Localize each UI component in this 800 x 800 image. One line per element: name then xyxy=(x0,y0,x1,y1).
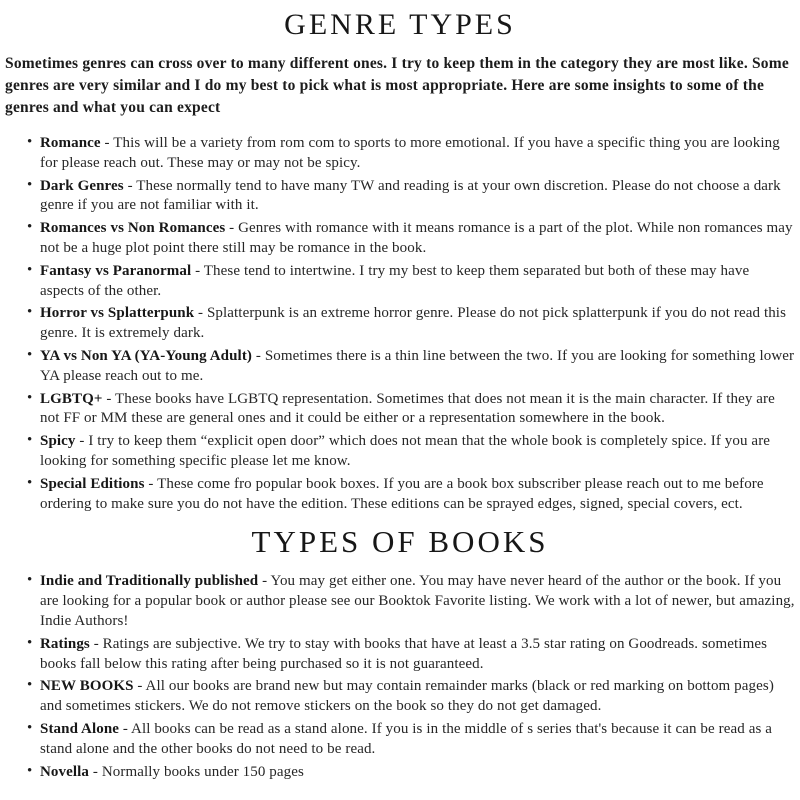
item-separator: - xyxy=(123,177,137,194)
list-item xyxy=(27,432,795,472)
bullet-icon: • xyxy=(27,762,33,779)
bullet-icon: • xyxy=(27,432,33,449)
genre-types-intro: Sometimes genres can cross over to many different ones. I try to keep them in the category they are most like. Some genres are very similar and I do my best to pick what is most appropriate. Here are some insights to some of the genres and what you can expect xyxy=(5,55,789,116)
list-item xyxy=(27,219,795,259)
item-description: All books can be read as a stand alone. If you is in the middle of s series that's because it can be read as a stand alone and the other books do not need to be read. xyxy=(40,720,773,757)
item-term: Spicy xyxy=(40,433,76,450)
item-description: These come fro popular book boxes. If you are a book box subscriber please reach out to me before ordering to make sure you do not have the edition. These editions can be sprayed edges, signed, special covers, ect. xyxy=(40,475,764,512)
list-item xyxy=(27,262,795,302)
item-separator: - xyxy=(191,262,204,279)
item-description: Genres with romance with it means romance is a part of the plot. While non romances may not be a huge plot point there still may be romance in the book. xyxy=(40,220,793,256)
item-separator: - xyxy=(225,220,239,237)
item-separator: - xyxy=(119,720,132,737)
item-description: Normally books under 150 pages xyxy=(101,763,304,780)
list-item xyxy=(27,572,795,631)
item-separator: - xyxy=(194,305,207,322)
section-genre-types xyxy=(5,6,795,514)
item-description: You may get either one. You may have never heard of the author or the book. If you are looking for a popular book or author please see our Booktok Favorite listing. We work with a lot of newer, but amazing, Indie Authors! xyxy=(40,573,795,629)
item-separator: - xyxy=(89,763,102,780)
list-item xyxy=(27,177,795,217)
bullet-icon: • xyxy=(27,474,33,491)
bullet-icon: • xyxy=(27,389,33,406)
item-term: Indie and Traditionally published xyxy=(40,573,259,590)
item-description: Splatterpunk is an extreme horror genre. Please do not pick splatterpunk if you do not read this genre. It is extremely dark. xyxy=(40,305,787,342)
item-term: LGBTQ+ xyxy=(40,390,103,407)
bullet-icon: • xyxy=(27,219,33,236)
bullet-icon: • xyxy=(27,572,33,589)
list-item xyxy=(27,720,795,760)
item-separator: - xyxy=(89,635,103,652)
bullet-icon: • xyxy=(27,261,33,278)
bullet-icon: • xyxy=(27,346,33,363)
list-item xyxy=(27,635,795,675)
item-description: Sometimes there is a thin line between the two. If you are looking for something lower YA please reach out to me. xyxy=(40,347,795,384)
section-types-of-books xyxy=(5,522,795,782)
genre-types-title: GENRE TYPES xyxy=(284,8,516,41)
list-item xyxy=(27,677,795,717)
item-description: These books have LGBTQ representation. Sometimes that does not mean it is the main character. If they are not FF or MM these are general ones and it could be either or a representation somewhere in the book. xyxy=(40,390,775,427)
types-of-books-title: TYPES OF BOOKS xyxy=(251,524,549,560)
item-separator: - xyxy=(144,475,158,492)
item-separator: - xyxy=(252,347,265,364)
bullet-icon: • xyxy=(27,176,33,193)
item-description: These tend to intertwine. I try my best to keep them separated but both of these may have aspects of the other. xyxy=(40,262,750,299)
list-item xyxy=(27,763,795,783)
item-description: This will be a variety from rom com to sports to more emotional. If you have a specific thing you are looking for please reach out. These may or may not be spicy. xyxy=(40,135,780,171)
item-term: Fantasy vs Paranormal xyxy=(40,262,192,279)
bullet-icon: • xyxy=(27,719,33,736)
list-item xyxy=(27,475,795,515)
item-term: Dark Genres xyxy=(40,177,124,194)
item-description: I try to keep them “explicit open door” which does not mean that the whole book is completely spice. If you are looking for something specific please let me know. xyxy=(40,433,771,469)
item-separator: - xyxy=(102,390,116,407)
item-term: Horror vs Splatterpunk xyxy=(40,305,195,322)
list-item xyxy=(27,304,795,344)
types-of-books-list xyxy=(5,572,795,782)
item-term: YA vs Non YA (YA-Young Adult) xyxy=(40,347,253,364)
bullet-icon: • xyxy=(27,634,33,651)
item-term: NEW BOOKS xyxy=(40,678,134,695)
item-term: Novella xyxy=(40,763,90,780)
item-separator: - xyxy=(100,135,114,151)
item-description: Ratings are subjective. We try to stay with books that have at least a 3.5 star rating on Goodreads. sometimes books fall below this rating after being purchased so it is not guaranteed. xyxy=(40,635,768,672)
item-description: These normally tend to have many TW and reading is at your own discretion. Please do not choose a dark genre if you are not familiar with it. xyxy=(40,177,781,214)
item-separator: - xyxy=(75,433,89,450)
bullet-icon: • xyxy=(27,677,33,694)
bullet-icon: • xyxy=(27,134,33,150)
list-item xyxy=(27,134,795,174)
item-separator: - xyxy=(133,678,146,695)
item-term: Stand Alone xyxy=(40,720,120,737)
item-separator: - xyxy=(258,573,271,590)
genre-types-list xyxy=(5,134,795,514)
bullet-icon: • xyxy=(27,304,33,321)
list-item xyxy=(27,390,795,430)
item-term: Ratings xyxy=(40,635,90,652)
item-description: All our books are brand new but may contain remainder marks (black or red marking on bottom pages) and sometimes stickers. We do not remove stickers on the book so they do not get damaged. xyxy=(40,678,774,715)
item-term: Romances vs Non Romances xyxy=(40,220,226,237)
list-item xyxy=(27,347,795,387)
item-term: Romance xyxy=(40,135,101,151)
item-term: Special Editions xyxy=(40,475,145,492)
